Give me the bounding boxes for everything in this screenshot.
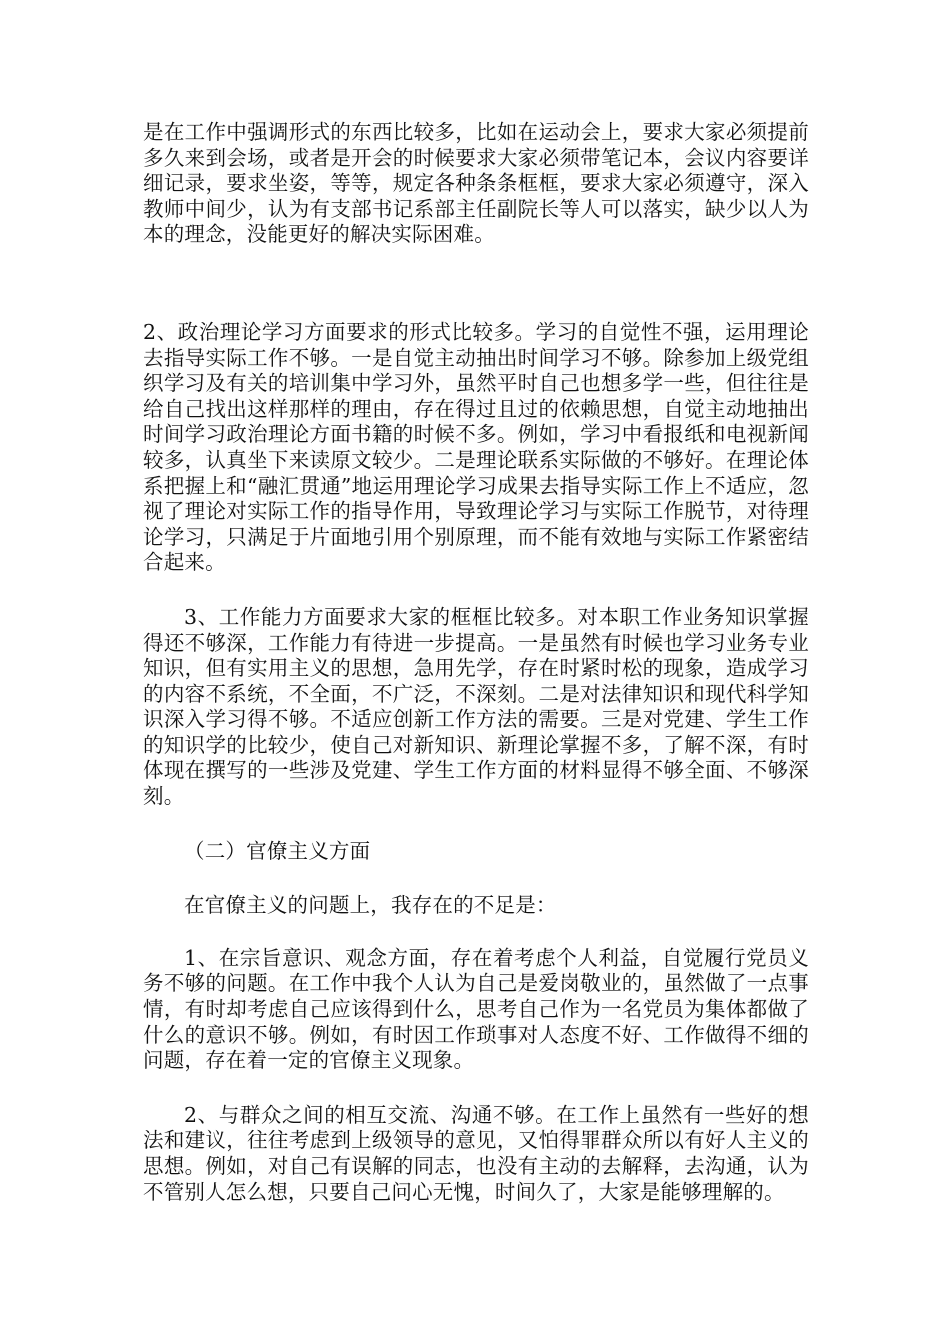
paragraph-formalism-examples: 是在工作中强调形式的东西比较多，比如在运动会上，要求大家必须提前多久来到会场，或者是开会的时候要求大家必须带笔记本，会议内容要详细记录，要求坐姿，等等，规定各种条条框框，要求大家必须遵守，深入教师中间少，认为有支部书记系部主任副院长等人可以落实，缺少以人为本的理念，没能更好的解决实际困难。	[143, 120, 809, 247]
paragraph-theory-study: 2、政治理论学习方面要求的形式比较多。学习的自觉性不强，运用理论去指导实际工作不够。一是自觉主动抽出时间学习不够。除参加上级党组织学习及有关的培训集中学习外，虽然平时自己也想多学一些，但往往是给自己找出这样那样的理由，存在得过且过的依赖思想，自觉主动地抽出时间学习政治理论方面书籍的时候不多。例如，学习中看报纸和电视新闻较多，认真坐下来读原文较少。二是理论联系实际做的不够好。在理论体系把握上和“融汇贯通”地运用理论学习成果去指导实际工作上不适应，忽视了理论对实际工作的指导作用，导致理论学习与实际工作脱节，对待理论学习，只满足于片面地引用个别原理，而不能有效地与实际工作紧密结合起来。	[143, 319, 809, 575]
paragraph-bureaucracy-intro: 在官僚主义的问题上，我存在的不足是：	[184, 893, 557, 918]
paragraph-work-ability: 3、工作能力方面要求大家的框框比较多。对本职工作业务知识掌握得还不够深，工作能力有待进一步提高。一是虽然有时候也学习业务专业知识，但有实用主义的思想，急用先学，存在时紧时松的现象，造成学习的内容不系统，不全面，不广泛，不深刻。二是对法律知识和现代科学知识深入学习得不够。不适应创新工作方法的需要。三是对党建、学生工作的知识学的比较少，使自己对新知识、新理论掌握不多，了解不深，有时体现在撰写的一些涉及党建、学生工作方面的材料显得不够全面、不够深刻。	[143, 604, 809, 809]
section-heading-bureaucracy: （二）官僚主义方面	[184, 838, 371, 863]
paragraph-purpose-awareness: 1、在宗旨意识、观念方面，存在着考虑个人利益，自觉履行党员义务不够的问题。在工作中我个人认为自己是爱岗敬业的，虽然做了一点事情，有时却考虑自己应该得到什么，思考自己作为一名党员为集体都做了什么的意识不够。例如，有时因工作琐事对人态度不好、工作做得不细的问题，存在着一定的官僚主义现象。	[143, 945, 809, 1073]
paragraph-communication: 2、与群众之间的相互交流、沟通不够。在工作上虽然有一些好的想法和建议，往往考虑到上级领导的意见，又怕得罪群众所以有好人主义的思想。例如，对自己有误解的同志，也没有主动的去解释，去沟通，认为不管别人怎么想，只要自己问心无愧，时间久了，大家是能够理解的。	[143, 1102, 809, 1204]
document-page	[143, 120, 809, 1205]
